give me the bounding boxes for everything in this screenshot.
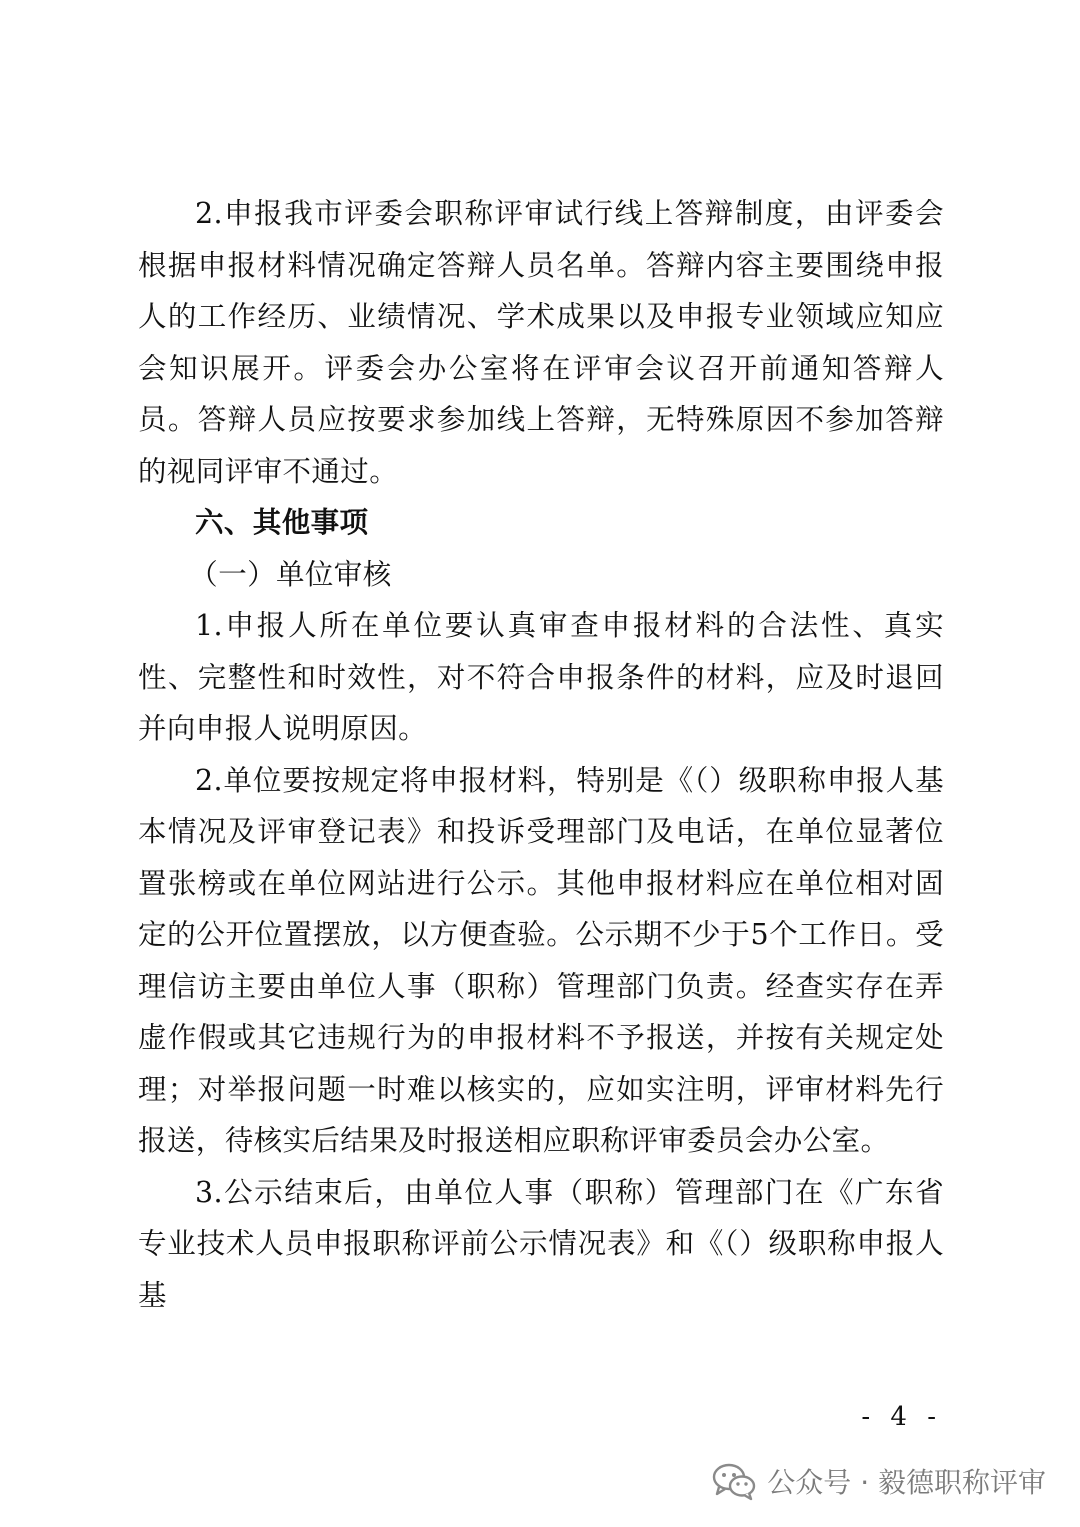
page-number: - 4 - [861, 1402, 942, 1432]
watermark-text: 公众号 · 毅德职称评审 [767, 1466, 1046, 1499]
paragraph-unit-review-2: 2.单位要按规定将申报材料，特别是《（）级职称申报人基本情况及评审登记表》和投诉受理部门及电话，在单位显著位置张榜或在单位网站进行公示。其他申报材料应在单位相对固定的公开位置摆放，以方便查验。公示期不少于5个工作日。受理信访主要由单位人事（职称）管理部门负责。经查实存在弄虚作假或其它违规行为的申报材料不予报送，并按有关规定处理；对举报问题一时难以核实的，应如实注明，评审材料先行报送，待核实后结果及时报送相应职称评审委员会办公室。 [138, 763, 944, 1157]
section-heading-other-matters: 六、其他事项 [195, 506, 369, 539]
subsection-heading-unit-review: （一）单位审核 [189, 557, 392, 591]
paragraph-unit-review-1: 1.申报人所在单位要认真审查申报材料的合法性、真实性、完整性和时效性，对不符合申报条件的材料，应及时退回并向申报人说明原因。 [138, 609, 944, 745]
wechat-icon [711, 1461, 757, 1501]
wechat-watermark [711, 1456, 1046, 1506]
paragraph-unit-review-3: 3.公示结束后，由单位人事（职称）管理部门在《广东省专业技术人员申报职称评前公示情况表》和《（）级职称申报人基 [138, 1175, 944, 1312]
document-body [138, 188, 944, 1321]
paragraph-defense-system: 2.申报我市评委会职称评审试行线上答辩制度，由评委会根据申报材料情况确定答辩人员名单。答辩内容主要围绕申报人的工作经历、业绩情况、学术成果以及申报专业领域应知应会知识展开。评委会办公室将在评审会议召开前通知答辩人员。答辩人员应按要求参加线上答辩，无特殊原因不参加答辩的视同评审不通过。 [138, 197, 944, 488]
